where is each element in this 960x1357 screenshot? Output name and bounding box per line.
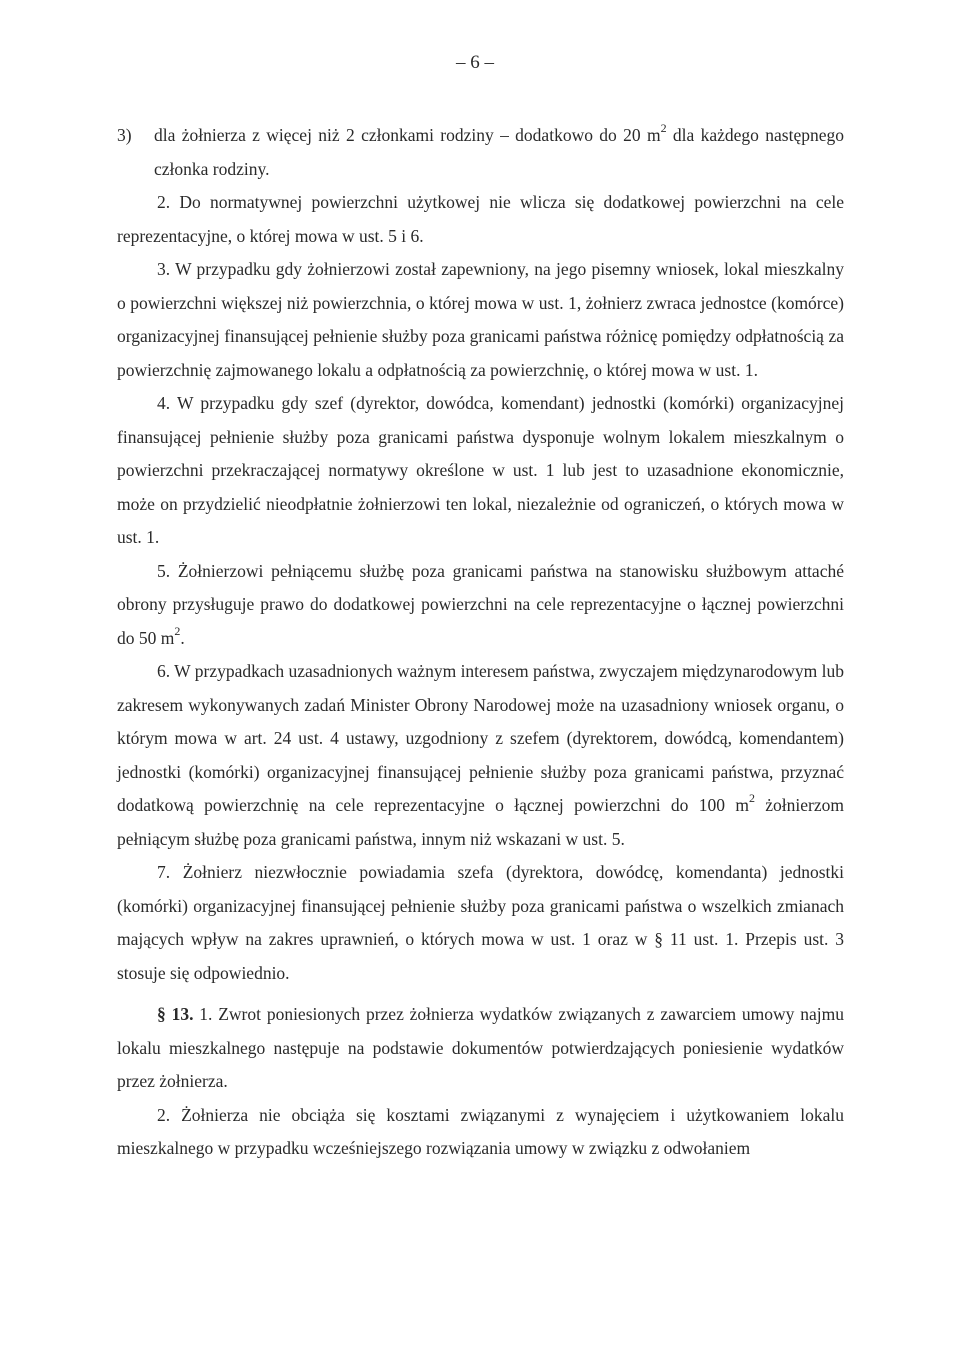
paragraph-2: 2. Do normatywnej powierzchni użytkowej nie wlicza się dodatkowej powierzchni na cele reprezentacyjne, o której mowa w ust. 5 i 6. <box>117 192 844 246</box>
paragraph-4: 4. W przypadku gdy szef (dyrektor, dowódca, komendant) jednostki (komórki) organizacyjnej finansującej pełnienie służby poza granicami państwa dysponuje wolnym lokalem mieszkalnym o powierzchni przekraczającej normatywy określone w ust. 1 lub jest to uzasadnione ekonomicznie, może on przydzielić nieodpłatnie żołnierzowi ten lokal, niezależnie od ograniczeń, o których mowa w ust. 1. <box>117 393 844 547</box>
superscript: 2 <box>174 623 181 638</box>
page-number: – 6 – <box>456 52 494 73</box>
document-body <box>117 119 844 1166</box>
section-label: § 13. <box>157 1004 194 1024</box>
paragraph-6 <box>117 655 844 856</box>
list-item-text-end: dla każdego następnego członka rodziny. <box>154 125 844 179</box>
paragraph-text-end: żołnierzom pełniącym służbę poza granicami państwa, innym niż wskazani w ust. 5. <box>117 795 845 849</box>
section-13-paragraph-1 <box>117 998 844 1099</box>
list-item-3 <box>117 119 844 186</box>
paragraph-7: 7. Żołnierz niezwłocznie powiadamia szefa (dyrektora, dowódcę, komendanta) jednostki (komórki) organizacyjnej finansującej pełnienie służby poza granicami państwa o wszelkich zmianach mających wpływ na zakres uprawnień, o których mowa w ust. 1 oraz w § 11 ust. 1. Przepis ust. 3 stosuje się odpowiednio. <box>117 862 844 983</box>
paragraph-5 <box>117 555 844 656</box>
list-item-number: 3) <box>117 125 132 145</box>
paragraph-text: 6. W przypadkach uzasadnionych ważnym interesem państwa, zwyczajem międzynarodowym lub zakresem wykonywanych zadań Minister Obrony Narodowej może na uzasadniony wniosek organu, o którym mowa w art. 24 ust. 4 ustawy, uzgodniony z szefem (dyrektorem, dowódcą, komendantem) jednostki (komórki) organizacyjnej finansującej pełnienie służby poza granicami państwa, przyznać dodatkową powierzchnię na cele reprezentacyjne o łącznej powierzchni do 100 m <box>117 661 844 815</box>
paragraph-text: 1. Zwrot poniesionych przez żołnierza wydatków związanych z zawarciem umowy najmu lokalu mieszkalnego następuje na podstawie dokumentów potwierdzających poniesienie wydatków przez żołnierza. <box>117 1004 844 1091</box>
superscript: 2 <box>748 791 755 806</box>
paragraph-text-end: . <box>180 627 185 648</box>
section-13-paragraph-2: 2. Żołnierza nie obciąża się kosztami związanymi z wynajęciem i użytkowaniem lokalu mieszkalnego w przypadku wcześniejszego rozwiązania umowy w związku z odwołaniem <box>117 1104 844 1158</box>
list-item-text: dla żołnierza z więcej niż 2 członkami rodziny – dodatkowo do 20 m <box>154 125 661 145</box>
paragraph-3: 3. W przypadku gdy żołnierzowi został zapewniony, na jego pisemny wniosek, lokal mieszkalny o powierzchni większej niż powierzchnia, o której mowa w ust. 1, żołnierz zwraca jednostce (komórce) organizacyjnej finansującej pełnienie służby poza granicami państwa różnicę pomiędzy odpłatnością za powierzchnię zajmowanego lokalu a odpłatnością za powierzchnię, o której mowa w ust. 1. <box>117 259 844 380</box>
paragraph-text: 5. Żołnierzowi pełniącemu służbę poza granicami państwa na stanowisku służbowym attaché obrony przysługuje prawo do dodatkowej powierzchni na cele reprezentacyjne o łącznej powierzchni do 50 m <box>117 560 844 648</box>
superscript: 2 <box>660 121 667 136</box>
